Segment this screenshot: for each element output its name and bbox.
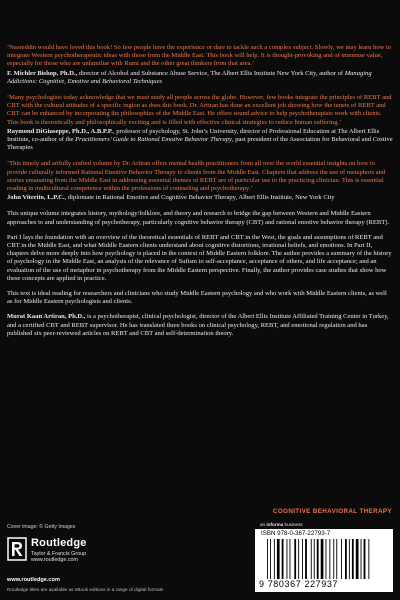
publisher-group-site: www.routledge.com [31, 557, 79, 563]
publisher-website[interactable]: www.routledge.com [7, 577, 60, 583]
endorsement-attribution [7, 70, 393, 86]
author-name: Murat Kaan Artiran, Ph.D., [7, 313, 86, 321]
imprint-prefix: an [260, 522, 267, 527]
publisher-tagline [31, 551, 86, 563]
endorsement-quote: ‘Nasreddin would have loved this book! So few people have the experience or dare to tackle such a complex subject. Slowly, we may learn how to integrate Western psychotherapeutic ideas with those from the Middle East. This book will help. It is thought-provoking and of immense value, especially for those who are unfamiliar with Rumi and the other great thinkers from that area.’ [7, 44, 392, 68]
description-paragraph: Part I lays the foundation with an overview of the theoretical essentials of REBT and CBT in the West, the goals and assumptions of REBT and CBT in the Middle East, and what Middle Eastern clients understand about cognitive distortions, irrational beliefs, and emotions. In Part II, chapters delve more deeply into how psychology is placed in the context of Middle Eastern folklore. The author provides a summary of the history of psychology in the Middle East, an analysis of the relevance of Sufism to self-acceptance, acceptance of others, and life acceptance; and an evaluation of the use of metaphor in psychotherapy from the Middle Eastern perspective. Finally, the author provides case studies that show how these concepts are applied in practice. [7, 233, 392, 282]
endorser-role-end: , past president of the Association for Behavioral and Costive Therapies [7, 136, 393, 152]
endorsement-attribution [7, 194, 393, 202]
back-cover-text [7, 44, 393, 345]
endorser-name: F. Michler Bishop, Ph.D., [7, 69, 78, 77]
informa-imprint [260, 522, 303, 527]
endorser-name: John Viterito, L.P.C. [7, 194, 65, 202]
isbn-barcode-box [255, 529, 393, 592]
cover-image-credit: Cover image: © Getty Images [7, 524, 76, 530]
description-paragraph: This unique volume integrates history, mythology/folklore, and theory and research to bridge the gap between Western and Middle Eastern approaches to and understanding of psychotherapy, particularly cognitive behavior therapy (CBT) and rational emotive behavior therapy (REBT). [7, 210, 390, 226]
endorsement-quote: ‘Many psychologists today acknowledge that we must study all people across the globe. However, few books integrate the principles of REBT and CBT with the cultural attitudes of a specific region as does this book. Dr. Artiran has done an excellent job showing how the tenets of REBT and CBT can be enhanced by incorporating the philosophies of the Middle East. He offers sound advice to help psychotherapists work with clients. This book is theoretically and philosophically exciting and is filled with effective clinical strategies to reduce human suffering.’ [7, 94, 392, 126]
publisher-logo [7, 534, 117, 566]
publisher-group: Taylor & Francis Group [31, 551, 87, 557]
imprint-brand: informa [266, 522, 284, 527]
imprint-suffix: business [283, 522, 303, 527]
isbn-digits: 9 780367 227937 [259, 579, 339, 589]
endorsement-attribution [7, 128, 393, 153]
endorser-role: , professor of psychology, St. John’s University, director of Professional Education at The Albert Ellis Institute, co-author of the [7, 127, 380, 144]
routledge-logo-icon [7, 537, 27, 561]
subject-category: COGNITIVE BEHAVIORAL THERAPY [272, 508, 392, 515]
ebook-note: Routledge titles are available as eBook editions in a range of digital formats [7, 587, 164, 592]
description-paragraph: This text is ideal reading for researchers and clinicians who study Middle Eastern psychology and who work with Middle Eastern clients, as well as for Middle Eastern psychologists and clients. [7, 290, 387, 306]
author-bio [7, 313, 393, 338]
endorsement-quote: ‘This timely and artfully crafted volume by Dr. Artiran offers mental health practitioners from all over the world essential insights on how to provide culturally informed Rational Emotive Behavior Therapy to clients from the Middle East. Chapters that address the use of metaphors and stories emanating from the Middle East in addressing essential themes of REBT are of particular use to the practicing clinician. This is essential reading in multicultural competence within the professions of counseling and psychotherapy.’ [7, 160, 386, 193]
endorser-work: Managing Addictions: Cognitive, Emotive and Behavioral Techniques [7, 69, 372, 85]
endorser-role: director of Alcohol and Substance Abuse Service, The Albert Ellis Institute New York City, author of [77, 69, 345, 77]
endorser-name: Raymond DiGiuseppe, Ph.D., A.B.P.P. [7, 127, 113, 135]
endorser-work: Practitioners’ Guide to Rational Emotive Behavior Therapy [75, 136, 232, 144]
author-bio-text: is a psychotherapist, clinical psychologist, director of the Albert Ellis Institute Affiliated Training Center in Turkey, and a certified CBT and REBT supervisor. He has translated three books on clinical psychology, REBT, and emotional regulation and has published six peer-reviewed articles on REBT and CBT and self-determination theory. [7, 313, 389, 337]
endorser-role: , diplomate in Rational Emotive and Cognitive Behavior Therapy, Albert Ellis Institute, New York City [64, 194, 335, 202]
publisher-name: Routledge [31, 537, 87, 549]
barcode-icon [265, 539, 385, 579]
isbn-label: ISBN 978-0-367-22793-7 [261, 530, 331, 537]
